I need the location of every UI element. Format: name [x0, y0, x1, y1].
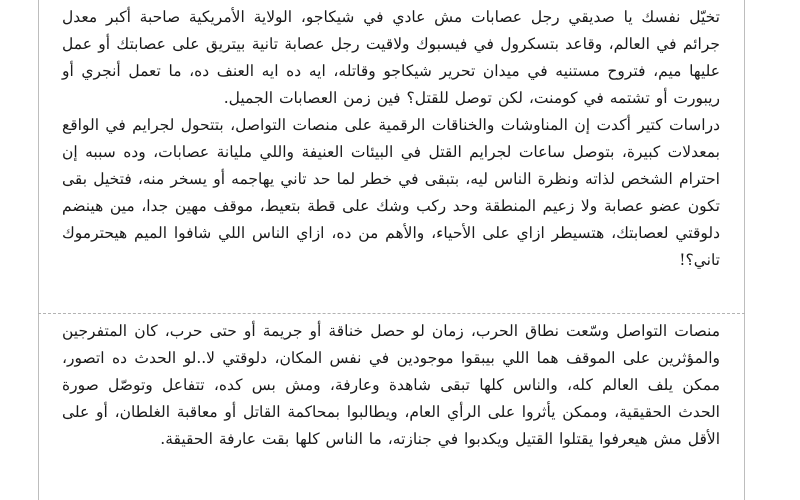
paragraph-1: تخيّل نفسك يا صديقي رجل عصابات مش عادي في شيكاجو، الولاية الأمريكية صاحبة أكبر معدل جرائم في العالم، وقاعد بتسكرول في فيسبوك ولاقيت رجل عصابة تانية بيتريق على عصابتك أو عمل عليها ميم، فتروح مستنيه في ميدان تحرير شيكاجو وقاتله، ايه ده ايه العنف ده، ما تعمل أنجري أو ريبورت أو تشتمه في كومنت، لكن توصل للقتل؟ فين زمن العصابات الجميل. — [62, 8, 720, 107]
document-page-2 — [62, 318, 720, 453]
document-left-margin-line — [38, 0, 39, 500]
paragraph-3: منصات التواصل وسّعت نطاق الحرب، زمان لو حصل خناقة أو جريمة أو حتى حرب، كان المتفرجين والمؤثرين على الموقف هما اللي بيبقوا موجودين في نفس المكان، دلوقتي لا..لو الحدث ده اتصور، ممكن يلف العالم كله، والناس كلها تبقى شاهدة وعارفة، ومش بس كده، تتفاعل وتوصّل صورة الحدث الحقيقية، وممكن يأثروا على الرأي العام، ويطالبوا بمحاكمة القاتل أو معاقبة الغلطان، أو على الأقل مش هيعرفوا يقتلوا القتيل ويكدبوا في جنازته، ما الناس كلها بقت عارفة الحقيقة. — [62, 322, 720, 448]
document-right-margin-line — [744, 0, 745, 500]
paragraph-2: دراسات كتير أكدت إن المناوشات والخناقات الرقمية على منصات التواصل، بتتحول لجرايم في الواقع بمعدلات كبيرة، بتوصل ساعات لجرايم القتل في البيئات العنيفة واللي مليانة عصابات، وده سببه إن احترام الشخص لذاته ونظرة الناس ليه، بتبقى في خطر لما حد تاني يهاجمه أو يسخر منه، فتخيل بقى تكون عضو عصابة ولا زعيم المنطقة وحد ركب وشك على قطة بتعيط، موقف مهين جدا، مين هينضم دلوقتي لعصابتك، هتسيطر ازاي على الأحياء، والأهم من ده، ازاي الناس اللي شافوا الميم هيحترموك تاني؟! — [62, 116, 720, 269]
document-page-1 — [62, 4, 720, 274]
page-break-line — [38, 313, 745, 314]
